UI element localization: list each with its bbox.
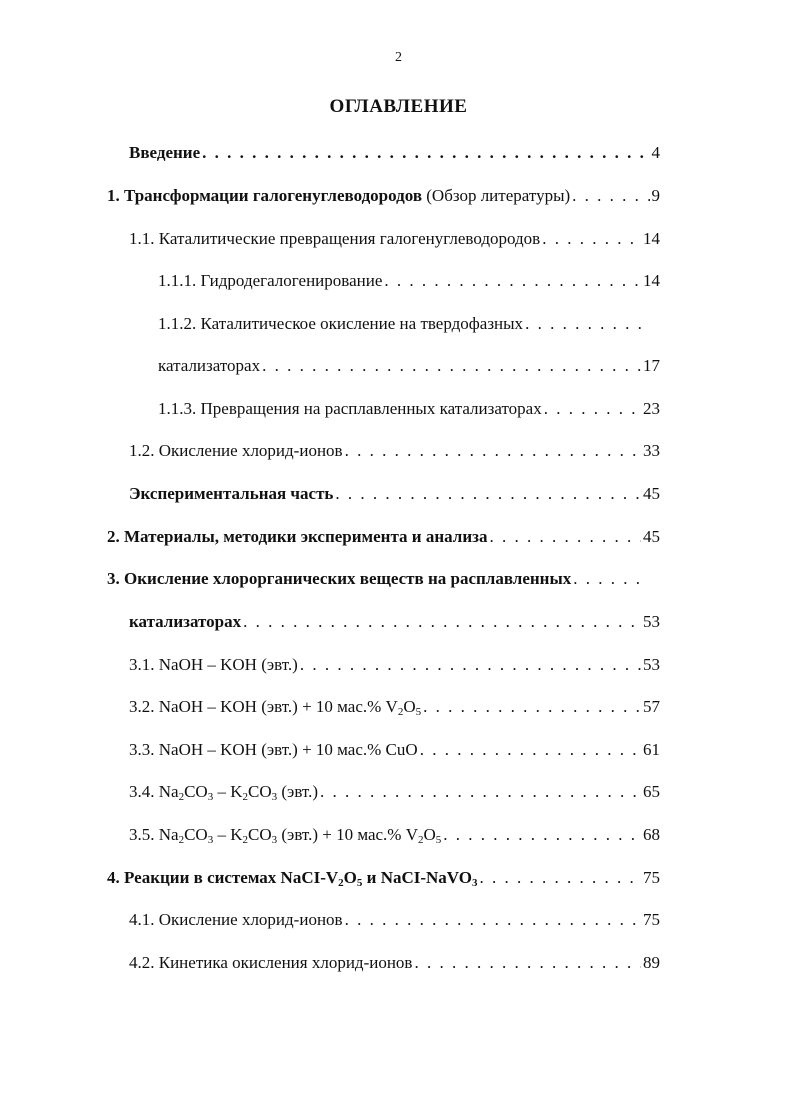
toc-page: 65 xyxy=(643,782,660,801)
leader-dots xyxy=(423,694,641,720)
toc-entry-3-5[interactable] xyxy=(129,822,660,848)
leader-dots xyxy=(420,737,641,763)
toc-entry-chapter-3-continued[interactable] xyxy=(129,609,660,635)
subscript: 2 xyxy=(242,791,248,803)
subscript: 3 xyxy=(471,877,478,889)
toc-entry-1-1-2-continued[interactable] xyxy=(158,353,660,379)
leader-dots xyxy=(573,566,647,592)
toc-label: 4.2. Кинетика окисления хлорид-ионов xyxy=(129,953,413,972)
toc-entry-4-1[interactable] xyxy=(129,907,660,933)
toc-label-part: CO xyxy=(247,825,272,844)
toc-label: 3.2. NaOH – KOH (эвт.) + 10 мас.% V xyxy=(129,697,398,716)
toc-entry-chapter-2[interactable] xyxy=(107,524,660,550)
leader-dots xyxy=(300,652,641,678)
leader-dots xyxy=(572,183,649,209)
toc-entry-1-2[interactable] xyxy=(129,438,660,464)
toc-entry-chapter-3[interactable] xyxy=(107,566,649,592)
subscript: 3 xyxy=(271,791,278,803)
toc-page: 68 xyxy=(643,825,660,844)
toc-label: 1.1. Каталитические превращения галогенуглеводородов xyxy=(129,229,541,248)
subscript: 2 xyxy=(178,834,185,846)
subscript: 5 xyxy=(435,834,442,846)
leader-dots xyxy=(384,268,641,294)
toc-label-part: (эвт.) + 10 мас.% V xyxy=(277,825,418,844)
toc-label: 4. Реакции в системах NaCI-V xyxy=(107,868,339,887)
toc-page: 14 xyxy=(643,229,660,248)
toc-label: Введение xyxy=(129,143,201,162)
toc-label: Экспериментальная часть xyxy=(129,484,334,503)
toc-label: 1.1.1. Гидродегалогенирование xyxy=(158,271,383,290)
toc-label-bold: 1. Трансформации галогенуглеводородов xyxy=(107,186,422,205)
subscript: 2 xyxy=(397,706,404,718)
toc-entry-1-1-3[interactable] xyxy=(158,396,660,422)
toc-entry-chapter-1[interactable] xyxy=(107,183,660,209)
toc-label: 4.1. Окисление хлорид-ионов xyxy=(129,910,343,929)
toc-page: 75 xyxy=(643,868,660,887)
toc-label: 3.4. Na xyxy=(129,782,179,801)
toc-label-part: CO xyxy=(184,782,208,801)
subscript: 2 xyxy=(338,877,344,889)
page-title: ОГЛАВЛЕНИЕ xyxy=(329,96,468,117)
subscript: 3 xyxy=(207,834,214,846)
toc-entry-1-1-2[interactable] xyxy=(158,311,644,337)
leader-dots xyxy=(443,822,641,848)
leader-dots xyxy=(542,226,641,252)
leader-dots xyxy=(414,950,641,976)
toc-entry-1-1-1[interactable] xyxy=(158,268,660,294)
toc-entry-1-1[interactable] xyxy=(129,226,660,252)
toc-entry-3-2[interactable] xyxy=(129,694,660,720)
toc-page: 33 xyxy=(643,441,660,460)
subscript: 2 xyxy=(178,791,185,803)
subscript: 5 xyxy=(356,877,363,889)
toc-entry-chapter-4[interactable] xyxy=(107,865,660,891)
toc-label: 3.5. Na xyxy=(129,825,179,844)
toc-label-part: O xyxy=(423,825,436,844)
toc-label-part: (эвт.) xyxy=(277,782,318,801)
toc-page: 53 xyxy=(643,612,660,631)
leader-dots xyxy=(345,907,641,933)
leader-dots xyxy=(320,779,641,805)
subscript: 2 xyxy=(418,834,424,846)
toc-page: 14 xyxy=(643,271,660,290)
toc-label-part: – K xyxy=(213,825,243,844)
subscript: 5 xyxy=(415,706,422,718)
leader-dots xyxy=(335,481,641,507)
toc-label: 3. Окисление хлорорганических веществ на расплавленных xyxy=(107,569,572,588)
subscript: 3 xyxy=(271,834,278,846)
leader-dots xyxy=(243,609,641,635)
toc-entry-3-4[interactable] xyxy=(129,779,660,805)
toc-label: 3.3. NaOH – KOH (эвт.) + 10 мас.% CuO xyxy=(129,740,418,759)
toc-label-part: O xyxy=(343,868,357,887)
toc-page: 4 xyxy=(651,143,660,162)
toc-page: 17 xyxy=(643,356,660,375)
leader-dots xyxy=(544,396,641,422)
leader-dots xyxy=(479,865,641,891)
toc-label: катализаторах xyxy=(158,356,261,375)
toc-entry-intro[interactable] xyxy=(129,140,660,166)
leader-dots xyxy=(489,524,641,550)
toc-page: 75 xyxy=(643,910,660,929)
toc-label-part: CO xyxy=(184,825,208,844)
toc-entry-3-3[interactable] xyxy=(129,737,660,763)
page-number: 2 xyxy=(395,50,402,65)
toc-page: 57 xyxy=(643,697,660,716)
toc-label-normal: (Обзор литературы) xyxy=(426,186,571,205)
toc-label-part: O xyxy=(403,697,416,716)
toc-label: 1.1.2. Каталитическое окисление на твердофазных xyxy=(158,314,524,333)
toc-entry-experimental[interactable] xyxy=(129,481,660,507)
toc-page: 53 xyxy=(643,655,660,674)
leader-dots xyxy=(525,311,642,337)
leader-dots xyxy=(202,140,649,166)
toc-page: 45 xyxy=(643,527,660,546)
toc-label: 2. Материалы, методики эксперимента и анализа xyxy=(107,527,488,546)
toc-page: 23 xyxy=(643,399,660,418)
toc-label: 1.2. Окисление хлорид-ионов xyxy=(129,441,343,460)
toc-page: 61 xyxy=(643,740,660,759)
leader-dots xyxy=(262,353,641,379)
toc-label-part: – K xyxy=(213,782,243,801)
toc-page: 89 xyxy=(643,953,660,972)
toc-entry-3-1[interactable] xyxy=(129,652,660,678)
toc-page: 45 xyxy=(643,484,660,503)
toc-label: 3.1. NaOH – KOH (эвт.) xyxy=(129,655,298,674)
leader-dots xyxy=(345,438,641,464)
toc-label: катализаторах xyxy=(129,612,242,631)
subscript: 3 xyxy=(207,791,214,803)
toc-label: 1.1.3. Превращения на расплавленных катализаторах xyxy=(158,399,542,418)
toc-label-part: и NaCI-NaVO xyxy=(362,868,472,887)
subscript: 2 xyxy=(242,834,248,846)
toc-label-part: CO xyxy=(247,782,272,801)
toc-entry-4-2[interactable] xyxy=(129,950,660,976)
toc-page: 9 xyxy=(651,186,660,205)
